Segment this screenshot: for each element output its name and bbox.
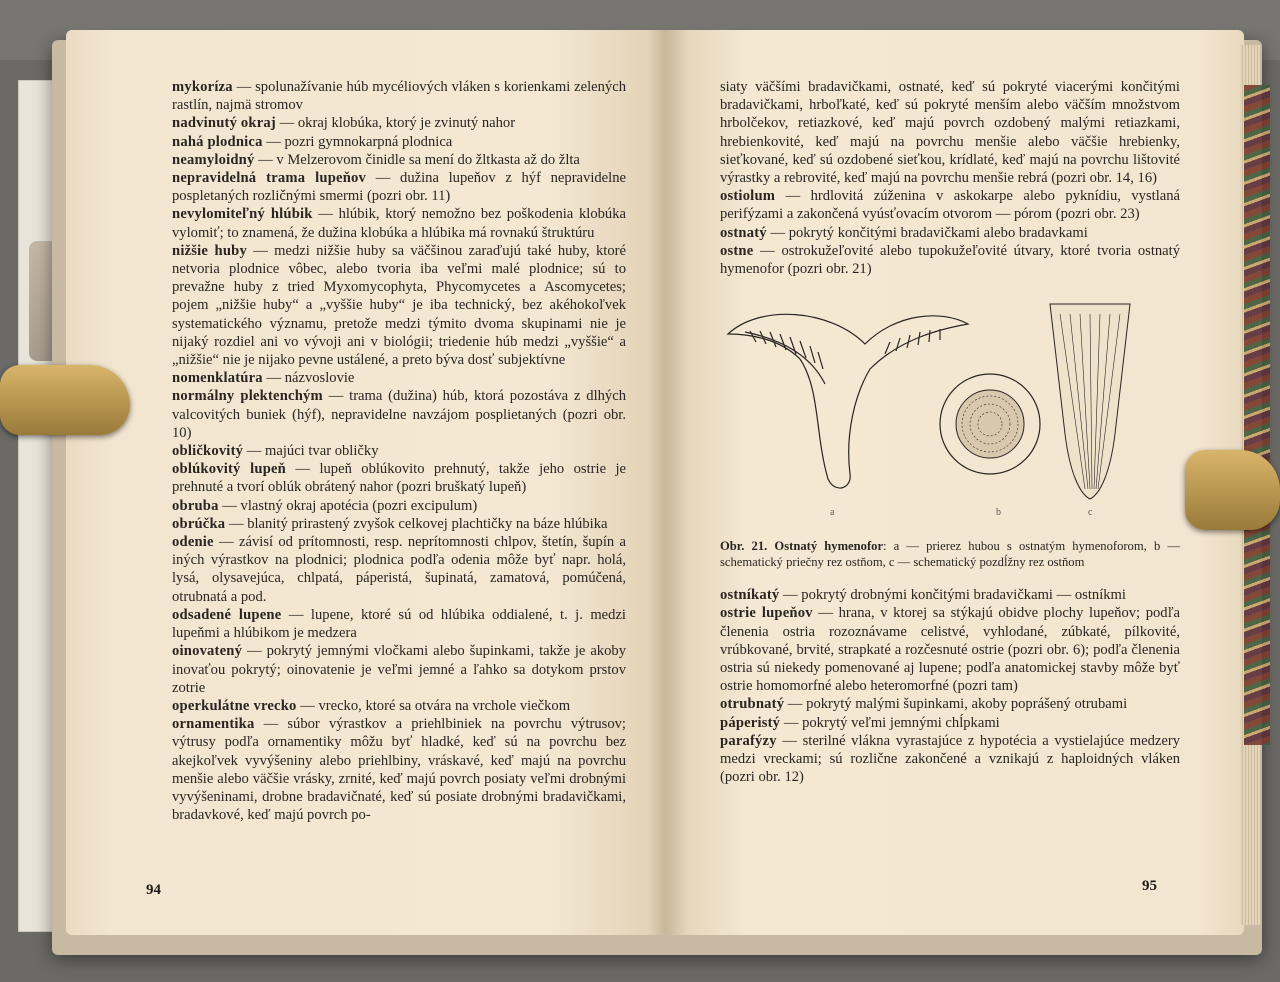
figure-label-a: a xyxy=(830,507,835,519)
entry xyxy=(720,586,1180,604)
right-page xyxy=(666,30,1244,935)
entry-definition: — dužina lupeňov z hýf nepravidelne pospletaných rozličnými smermi (pozri obr. 11) xyxy=(172,170,626,205)
entry xyxy=(172,642,626,697)
entry-term: ostiolum xyxy=(720,188,776,205)
page-number: 95 xyxy=(1142,878,1157,894)
entry-definition: — ostrokužeľovité alebo tupokužeľovité útvary, ktoré tvoria ostnatý hymenofor (pozri obr. 21) xyxy=(720,242,1180,278)
page-holder-hand-left xyxy=(0,365,130,435)
entry-definition: — pokrytý veľmi jemnými chĺpkami xyxy=(780,714,1000,731)
entry xyxy=(172,133,626,151)
entry-definition: — vlastný okraj apotécia (pozri excipulum) xyxy=(218,497,478,514)
entry xyxy=(172,515,626,533)
entry-term: otrubnatý xyxy=(720,696,785,713)
entry xyxy=(172,78,626,114)
entry-term: odenie xyxy=(172,534,214,551)
entry xyxy=(172,242,626,369)
entry xyxy=(172,369,626,387)
entry xyxy=(720,224,1180,242)
entry-term: nižšie huby xyxy=(172,242,247,259)
entry-definition: — medzi nižšie huby sa väčšinou zaraďujú také huby, ktoré netvoria plodnice vôbec, alebo tvoria iba veľmi malé plodnice; sú to prevažne huby z tried Myxomycophyta, Phycomycetes a Ascomycetes; pojem „nižšie huby“ a „vyššie huby“ je iba technický, bez akéhokoľvek systematického významu, pretože medzi týmito dvoma skupinami nie je nijaký rozdiel ani vo vývoji ani v biológii; triedenie húb medzi „vyššie“ a „nižšie“ nie je nijako pevne ustálené, a preto býva dosť subjektívne xyxy=(172,242,626,369)
entry-definition: — spolunažívanie húb mycéliových vláken s korienkami zelených rastlín, najmä stromov xyxy=(172,79,626,114)
entry-definition: — majúci tvar obličky xyxy=(243,443,379,460)
figure-21 xyxy=(720,284,1190,534)
entry-term: nomenklatúra xyxy=(172,370,263,387)
entry-term: neamyloidný xyxy=(172,151,255,168)
entry-term: oinovatený xyxy=(172,643,243,660)
entry-definition: — okraj klobúka, ktorý je zvinutý nahor xyxy=(275,115,516,132)
entry-term: nepravidelná trama lupeňov xyxy=(172,170,367,187)
entry-definition: — lupene, ktoré sú od hlúbika oddialené, t. j. medzi lupeňmi a hlúbikom je medzera xyxy=(172,606,626,642)
entry-definition: — názvoslovie xyxy=(262,370,355,387)
entry xyxy=(172,442,626,460)
entry-definition: — vrecko, ktoré sa otvára na vrchole viečkom xyxy=(296,697,571,714)
entry-definition: — súbor výrastkov a priehlbiniek na povrchu výtrusov; výtrusy podľa ornamentiky môžu byť hladké, keď sú na povrchu bez akejkoľvek vyvýšeniny alebo priehlbiny, vráskavé, keď majú na povrchu menšie alebo väčšie vrásky, zrnité, keď majú povrch posiaty veľmi drobnými vyvýšeninami, drobne bradavičnaté, keď sú posiate drobnými bradavičkami, bradavkové, keď majú povrch po- xyxy=(172,716,626,824)
left-page xyxy=(66,30,666,935)
illustration-c xyxy=(1050,304,1130,499)
entry-definition: — v Melzerovom činidle sa mení do žltkasta až do žlta xyxy=(254,151,580,168)
entry xyxy=(172,460,626,496)
entry-definition: — hrana, v ktorej sa stýkajú obidve plochy lupeňov; podľa členenia ostria rozoznávame celistvé, vyhlodané, zúbkaté, pílkovité, vrúbkované, brvité, strapkaté a rozčesnuté ostrie (pozri obr. 6); podľa členenia ostria sú niekedy pomenované aj lupene; podľa anatomickej stavby môže byť ostrie homomorfné alebo heteromorfné (pozri tam) xyxy=(720,605,1181,695)
entry-term: ostrie lupeňov xyxy=(720,605,813,622)
figure-label-c: c xyxy=(1088,507,1093,519)
entry xyxy=(172,114,626,132)
left-page-text xyxy=(172,78,626,824)
entry-definition: — závisí od prítomnosti, resp. neprítomnosti chlpov, štetín, šupín a iných výrastkov na plodnici; plodnica podľa odenia môže byť napr. holá, lysá, olysavejúca, chlpatá, páperistá, šupinatá, zamatová, pomúčená, otrubnatá a pod. xyxy=(172,534,626,605)
entry xyxy=(720,695,1180,713)
entry-term: obruba xyxy=(172,497,219,514)
entry-term: ornamentika xyxy=(172,716,255,733)
entry-definition: — blanitý prirastený zvyšok celkovej plachtičky na báze hlúbika xyxy=(225,515,608,532)
page-number: 94 xyxy=(146,882,161,898)
entry-term: nadvinutý okraj xyxy=(172,115,276,132)
entry-term: nevylomiteľný hlúbik xyxy=(172,206,313,223)
entry-term: ostne xyxy=(720,242,754,259)
entry-definition: — pozri gymnokarpná plodnica xyxy=(262,133,453,150)
entry xyxy=(720,714,1180,732)
entry-definition: — pokrytý malými šupinkami, akoby poprášený otrubami xyxy=(784,696,1128,713)
entry xyxy=(172,205,626,241)
entry-term: parafýzy xyxy=(720,732,777,749)
entry-definition: — lupeň oblúkovito prehnutý, takže jeho ostrie je prehnuté a tvorí oblúk obrátený nahor (pozri bruškatý lupeň) xyxy=(172,461,626,496)
illustration-b xyxy=(940,374,1040,474)
figure-label-b: b xyxy=(996,507,1001,519)
entry xyxy=(172,497,626,515)
entry xyxy=(172,715,626,824)
entry-term: oblúkovitý lupeň xyxy=(172,461,287,478)
entry-term: normálny plektenchým xyxy=(172,388,323,405)
page-holder-hand-right xyxy=(1185,450,1280,530)
entry xyxy=(720,732,1180,787)
entry xyxy=(720,242,1180,278)
entry-definition: — sterilné vlákna vyrastajúce z hypotécia a vystielajúce medzery medzi vreckami; sú rozlične zakončené a vznikajú z haploidných vláken (pozri obr. 12) xyxy=(720,732,1180,786)
entry-term: operkulátne vrecko xyxy=(172,697,297,714)
entry-definition: — trama (dužina) húb, ktorá pozostáva z dlhých valcovitých buniek (hýf), nepravidelne navzájom posplietaných (pozri obr. 10) xyxy=(172,388,626,441)
hymenophore-illustration xyxy=(720,284,1190,534)
illustration-a xyxy=(728,315,968,489)
entry xyxy=(172,169,626,205)
entry-continuation: siaty väčšími bradavičkami, ostnaté, keď sú pokryté viacerými končitými bradavičkami, hrboľkaté, keď sú pokryté menším alebo väčším množstvom hrbolčekov, retiazkové, keď majú povrch ozdobený malými retiazkami, hrebienkovité, keď majú na povrchu menšie alebo väčšie hrebienky, sieťkované, keď sú ozdobené sieťkou, krídlaté, keď majú na povrchu lištovité výrastky a rebrovité, keď majú na povrchu menšie rebrá (pozri obr. 14, 16) xyxy=(720,79,1180,187)
entry xyxy=(720,187,1180,223)
entry-term: odsadené lupene xyxy=(172,606,282,623)
entry-definition: — hlúbik, ktorý nemožno bez poškodenia klobúka vylomiť; to znamená, že dužina klobúka a hlúbika má rovnakú štruktúru xyxy=(172,206,626,241)
entry-term: ostnatý xyxy=(720,224,767,241)
entry-term: nahá plodnica xyxy=(172,133,263,150)
entry-definition: — pokrytý jemnými vločkami alebo šupinkami, takže je akoby inovaťou pokrytý; oinovatenie je veľmi jemné a ľahko sa dotykom prstov zotrie xyxy=(172,643,626,696)
entry xyxy=(172,151,626,169)
entry xyxy=(720,604,1180,695)
marbled-endpaper xyxy=(1244,85,1270,745)
caption-text: : a — prierez hubou s ostnatým hymenoforom, b — schematický priečny rez ostňom, c — schematický pozdĺžny rez ostňom xyxy=(720,539,1180,570)
entry xyxy=(172,697,626,715)
entry xyxy=(172,533,626,606)
figure-caption xyxy=(720,538,1180,570)
entry-term: ostníkatý xyxy=(720,587,780,604)
caption-title: Obr. 21. Ostnatý hymenofor xyxy=(720,539,884,554)
entry-term: obličkovitý xyxy=(172,443,244,460)
entry-term: mykoríza xyxy=(172,79,233,95)
entry-definition: — pokrytý drobnými končitými bradavičkami — ostníkmi xyxy=(779,587,1126,604)
right-page-text xyxy=(720,78,1180,786)
entry xyxy=(172,387,626,442)
entry-definition: — pokrytý končitými bradavičkami alebo bradavkami xyxy=(766,224,1088,241)
entry-term: obrúčka xyxy=(172,515,226,532)
entry-term: páperistý xyxy=(720,714,781,731)
entry-definition: — hrdlovitá zúženina v askokarpe alebo pyknídiu, vystlaná perifýzami a zakončená vyúsťovacím otvorom — pórom (pozri obr. 23) xyxy=(720,188,1180,223)
entry xyxy=(172,606,626,642)
